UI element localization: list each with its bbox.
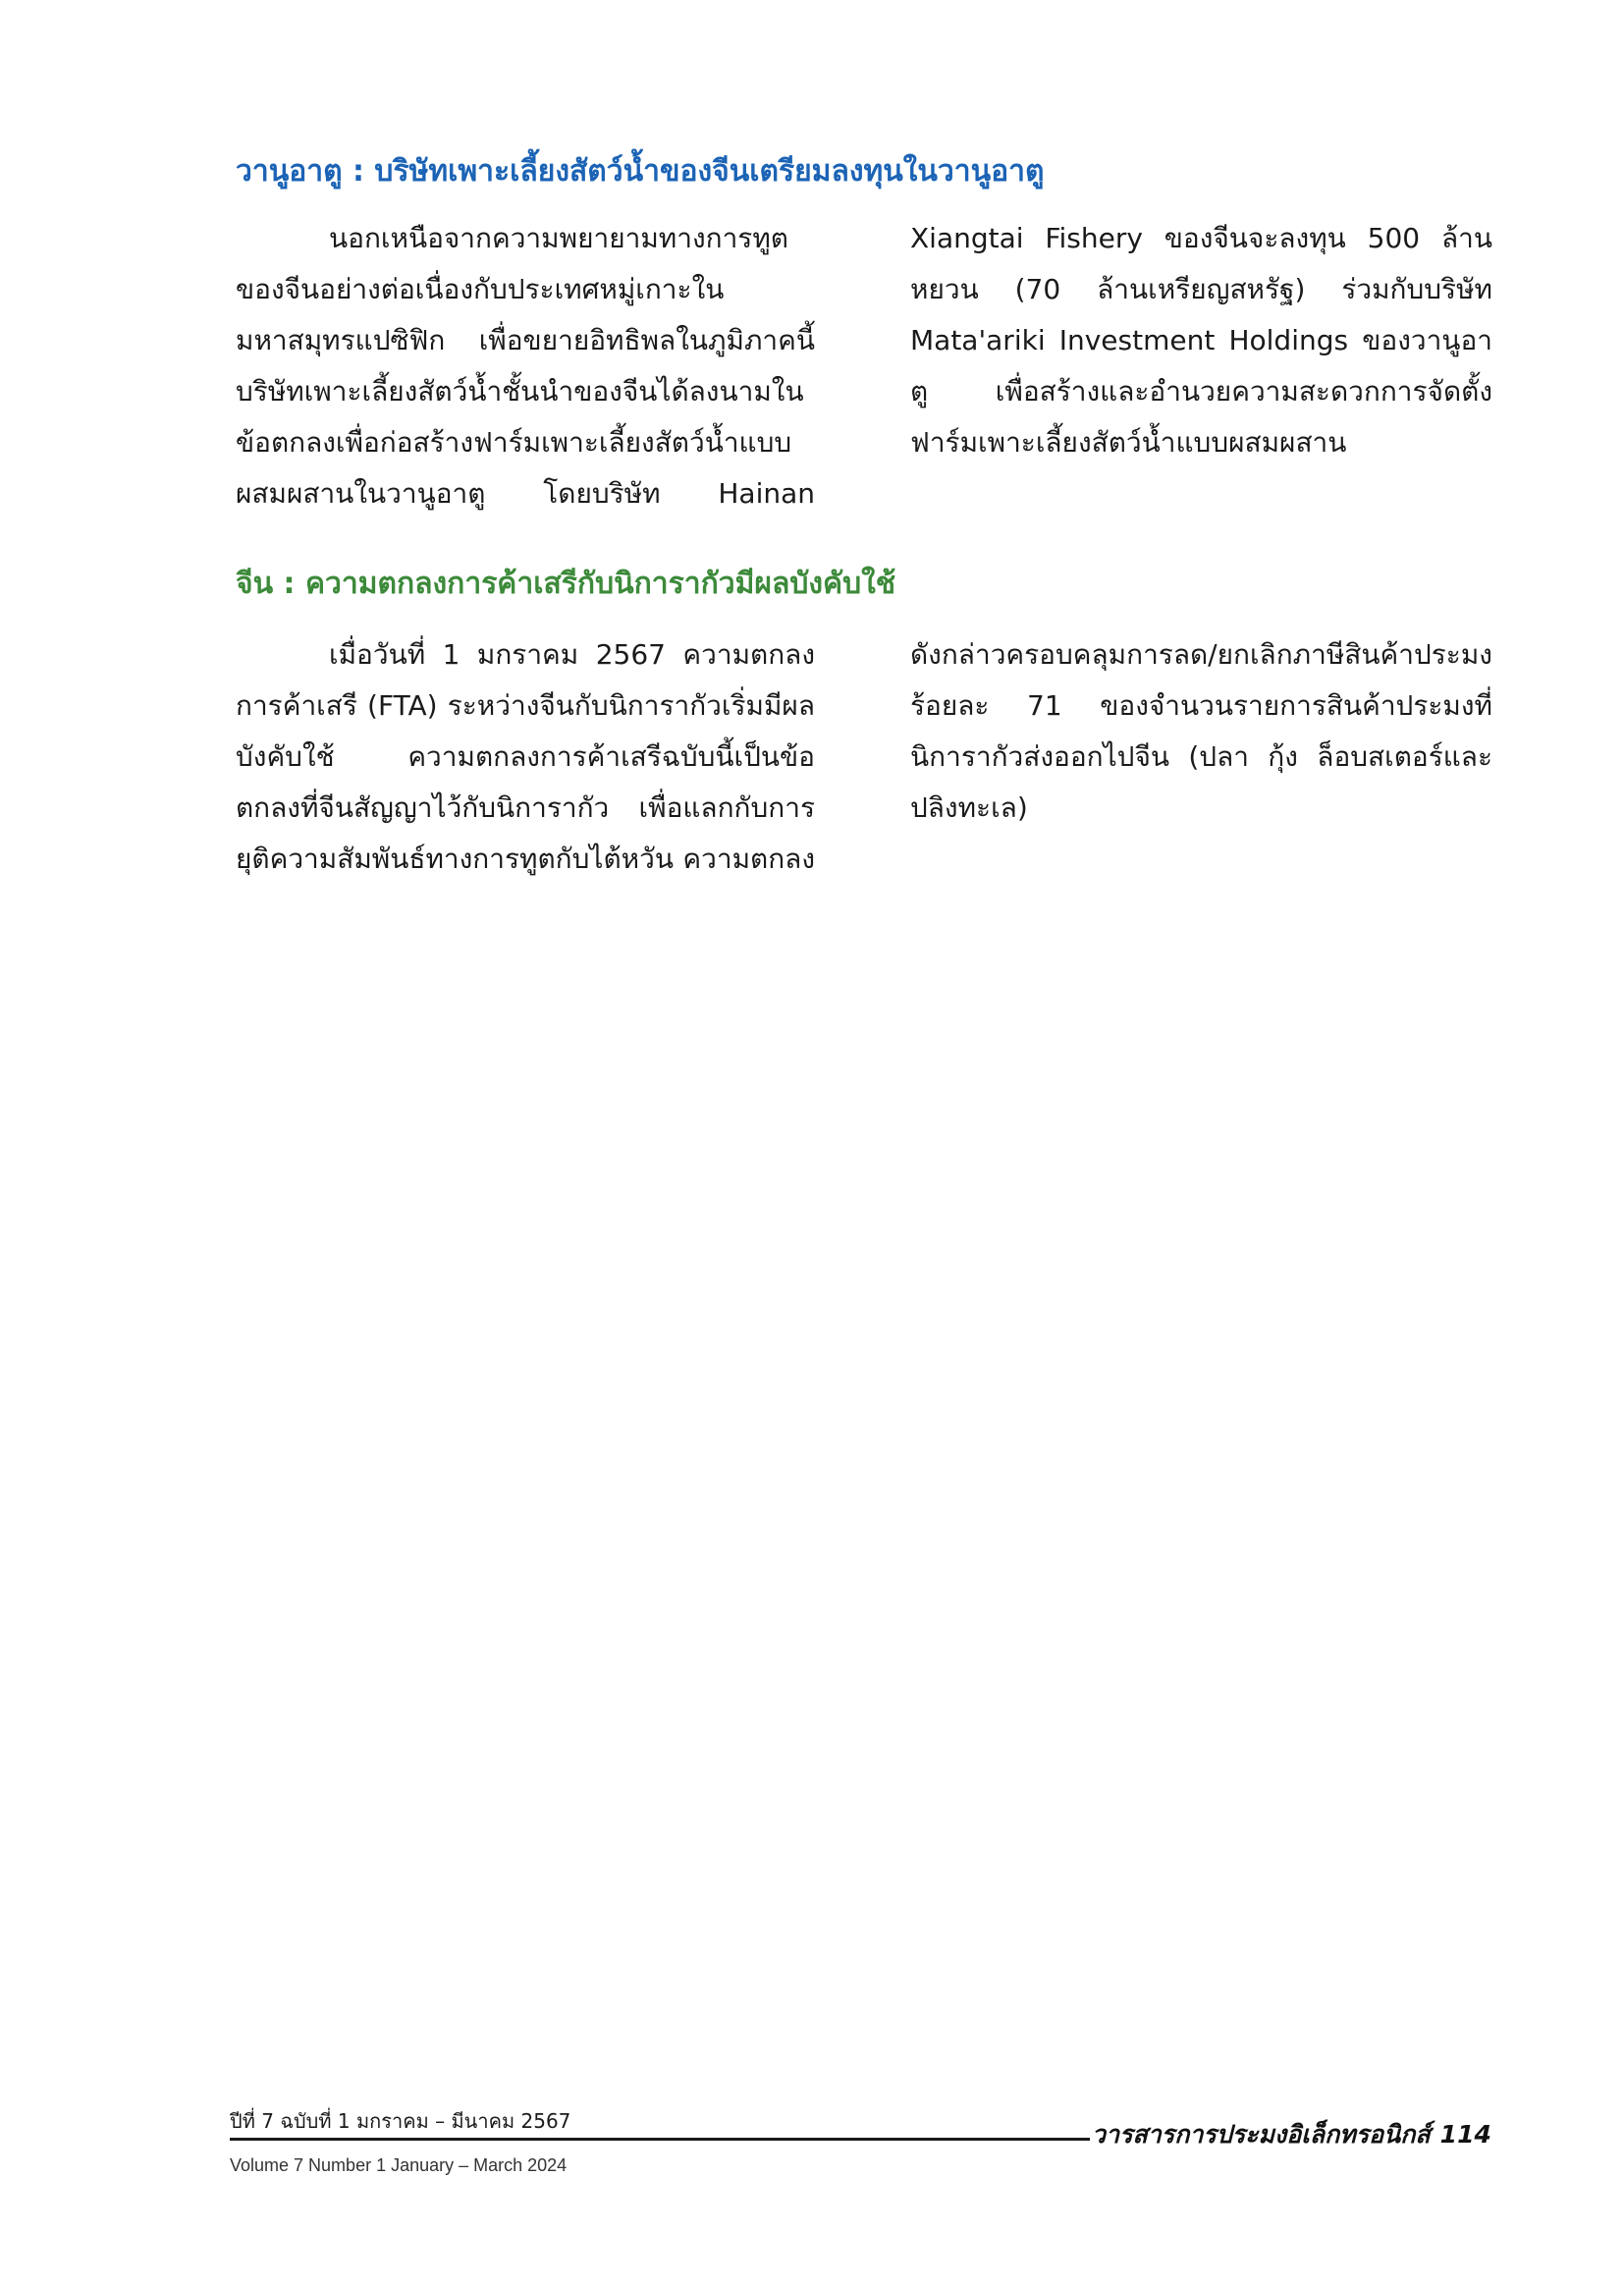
page-number: 114 [1439,2120,1491,2149]
section-heading-china-fta: จีน : ความตกลงการค้าเสรีกับนิการากัวมีผลบังคับใช้ [236,567,896,601]
footer-issue-english: Volume 7 Number 1 January – March 2024 [230,2155,568,2175]
section-heading-vanuatu: วานูอาตู : บริษัทเพาะเลี้ยงสัตว์น้ำของจีนเตรียมลงทุนในวานูอาตู [236,154,1045,189]
footer-journal [1092,2119,1491,2150]
paragraph-vanuatu-left: นอกเหนือจากความพยายามทางการทูตของจีนอย่างต่อเนื่องกับประเทศหมู่เกาะในมหาสมุทรแปซิฟิก เพื่อขยายอิทธิพลในภูมิภาคนี้ บริษัทเพาะเลี้ยงสัตว์น้ำชั้นนำของจีนได้ลงนามในข้อตกลงเพื่อก่อสร้างฟาร์มเพาะเลี้ยงสัตว์น้ำแบบผสมผสานในวานูอาตู โดยบริษัท Hainan [236,222,815,510]
journal-title: วารสารการประมงอิเล็กทรอนิกส์ [1092,2120,1431,2149]
paragraph-china-fta-left: เมื่อวันที่ 1 มกราคม 2567 ความตกลงการค้าเสรี (FTA) ระหว่างจีนกับนิการากัวเริ่มมีผลบังคับใช้ ความตกลงการค้าเสรีฉบับนี้เป็นข้อตกลงที่จีนสัญญาไว้กับนิการากัว เพื่อแลกกับการยุติความสัมพันธ์ทางการทูตกับไต้หวัน ความตกลง [236,638,815,875]
footer-divider [230,2138,1090,2141]
paragraph-china-fta-right: ดังกล่าวครอบคลุมการลด/ยกเลิกภาษีสินค้าประมงร้อยละ 71 ของจำนวนรายการสินค้าประมงที่นิการากัวส่งออกไปจีน (ปลา กุ้ง ล็อบสเตอร์และปลิงทะเล) [910,638,1492,824]
paragraph-vanuatu-right: Xiangtai Fishery ของจีนจะลงทุน 500 ล้านหยวน (70 ล้านเหรียญสหรัฐ) ร่วมกับบริษัท Mata'ariki Investment Holdings ของวานูอาตู เพื่อสร้างและอำนวยความสะดวกการจัดตั้งฟาร์มเพาะเลี้ยงสัตว์น้ำแบบผสมผสาน [910,222,1492,459]
footer-issue-thai: ปีที่ 7 ฉบับที่ 1 มกราคม – มีนาคม 2567 [230,2109,571,2133]
